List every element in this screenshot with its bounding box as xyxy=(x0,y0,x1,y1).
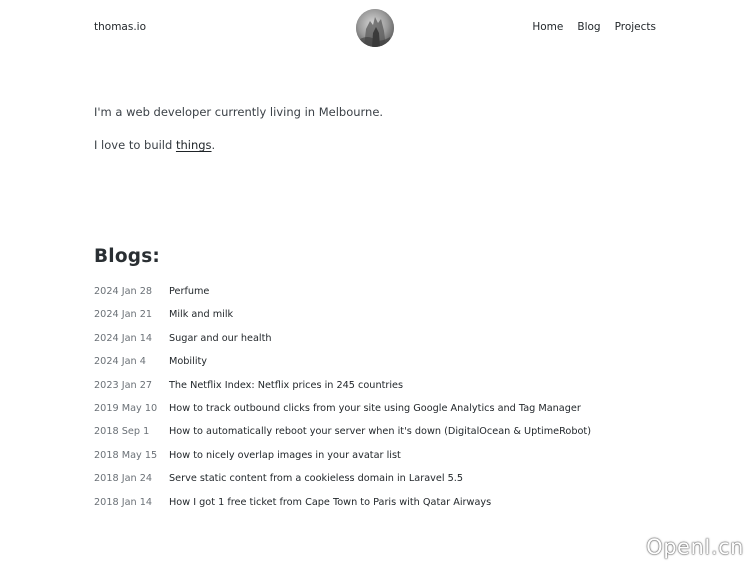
blog-date: 2024 Jan 28 xyxy=(94,286,153,297)
intro-build-prefix: I love to build xyxy=(94,138,176,152)
main-nav xyxy=(532,21,656,33)
blog-row xyxy=(94,473,591,496)
blog-row xyxy=(94,450,591,473)
blog-date: 2018 May 15 xyxy=(94,449,158,461)
blog-row xyxy=(94,497,591,520)
blog-date: 2024 Jan 21 xyxy=(94,309,153,321)
blog-date: 2024 Jan 14 xyxy=(94,332,153,344)
blog-title-link[interactable]: Perfume xyxy=(169,286,210,297)
avatar[interactable] xyxy=(356,9,394,47)
blog-date: 2019 May 10 xyxy=(94,402,158,414)
blog-list xyxy=(94,286,591,520)
blog-title-link[interactable]: How to track outbound clicks from your site using Google Analytics and Tag Manager xyxy=(169,402,581,414)
blog-title-link[interactable]: Milk and milk xyxy=(169,309,234,321)
blogs-heading: Blogs: xyxy=(94,246,161,267)
site-header xyxy=(94,0,656,56)
intro-section xyxy=(94,104,383,153)
site-name-link[interactable]: thomas.io xyxy=(94,21,147,33)
intro-line: I'm a web developer currently living in Melbourne. xyxy=(94,105,384,119)
blog-title-link[interactable]: Mobility xyxy=(169,356,208,368)
blog-row xyxy=(94,309,591,332)
blog-title-link[interactable]: The Netflix Index: Netflix prices in 245 countries xyxy=(169,379,404,391)
blog-row xyxy=(94,286,591,309)
blog-title-link[interactable]: Serve static content from a cookieless domain in Laravel 5.5 xyxy=(169,473,464,485)
intro-build-suffix: . xyxy=(211,138,216,152)
blog-date: 2018 Jan 14 xyxy=(94,496,153,508)
things-link[interactable]: things xyxy=(175,138,212,152)
blog-row xyxy=(94,426,591,449)
blog-row xyxy=(94,356,591,379)
blog-date: 2023 Jan 27 xyxy=(94,379,153,391)
blog-title-link[interactable]: How to nicely overlap images in your avatar list xyxy=(169,449,401,461)
intro-build-line xyxy=(94,137,383,153)
nav-blog[interactable]: Blog xyxy=(577,21,601,33)
blog-row xyxy=(94,403,591,426)
blog-row xyxy=(94,380,591,403)
blog-date: 2024 Jan 4 xyxy=(94,356,146,368)
nav-home[interactable]: Home xyxy=(532,21,564,33)
blog-title-link[interactable]: How I got 1 free ticket from Cape Town to Paris with Qatar Airways xyxy=(169,496,492,508)
watermark: OpenI.cn xyxy=(646,535,744,559)
blog-date: 2018 Jan 24 xyxy=(94,473,153,485)
nav-projects[interactable]: Projects xyxy=(614,21,656,33)
blog-row xyxy=(94,333,591,356)
blog-date: 2018 Sep 1 xyxy=(94,426,150,438)
blog-title-link[interactable]: Sugar and our health xyxy=(169,332,272,344)
avatar-photo-icon xyxy=(356,9,394,47)
blog-title-link[interactable]: How to automatically reboot your server when it's down (DigitalOcean & UptimeRobot) xyxy=(169,426,592,438)
